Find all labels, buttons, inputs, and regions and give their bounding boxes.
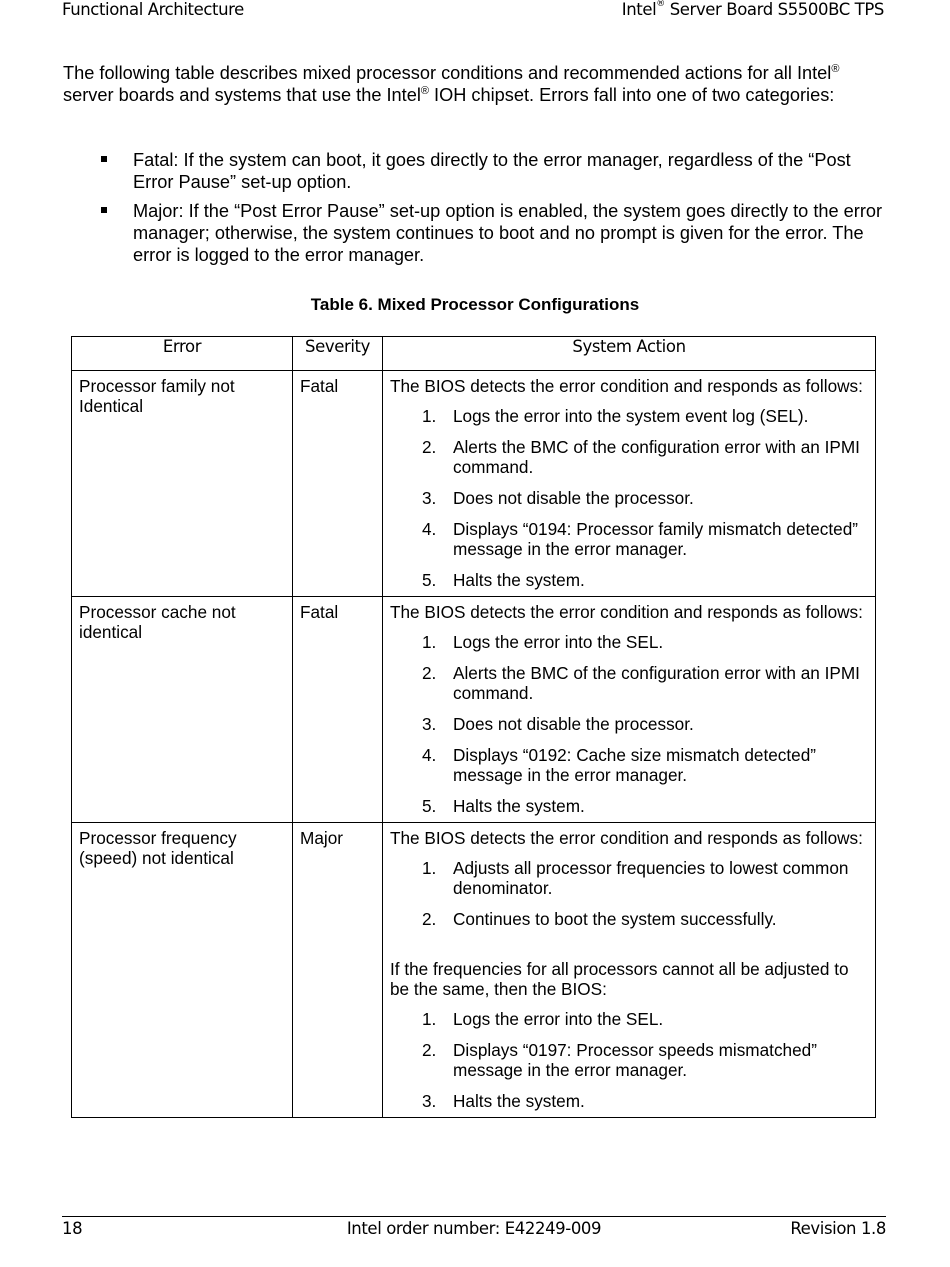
step-number: 4.: [422, 745, 437, 765]
step-number: 3.: [422, 488, 437, 508]
step-text: Halts the system.: [453, 796, 585, 816]
step-number: 2.: [422, 663, 437, 683]
action-step: [390, 745, 868, 785]
bullet-fatal: Fatal: If the system can boot, it goes directly to the error manager, regardless of the “Post Error Pause” set-up option.: [63, 149, 885, 193]
registered-mark: ®: [420, 84, 429, 97]
error-category-list: [63, 149, 885, 273]
action-step: [390, 1009, 868, 1029]
action-step: [390, 714, 868, 734]
step-text: Alerts the BMC of the configuration error with an IPMI command.: [453, 663, 860, 703]
step-number: 5.: [422, 796, 437, 816]
table-row: [72, 597, 876, 823]
step-text: Does not disable the processor.: [453, 714, 694, 734]
action-steps-fallback: [390, 1009, 868, 1111]
intro-text-3: IOH chipset. Errors fall into one of two categories:: [428, 85, 835, 105]
action-step: [390, 663, 868, 703]
error-cell: Processor family not Identical: [72, 371, 293, 597]
order-number: Intel order number: E42249-009: [346, 1219, 602, 1238]
header-document-title: [622, 0, 884, 19]
step-number: 2.: [422, 437, 437, 457]
intro-paragraph: [63, 62, 863, 106]
page-footer: [62, 1219, 886, 1243]
column-header-error: Error: [72, 337, 293, 371]
page-header: [62, 0, 884, 24]
step-number: 1.: [422, 858, 437, 878]
step-text: Logs the error into the system event log (SEL).: [453, 406, 809, 426]
step-text: Displays “0197: Processor speeds mismatched” message in the error manager.: [453, 1040, 817, 1080]
intro-text-1: The following table describes mixed processor conditions and recommended actions for all Intel: [63, 63, 832, 83]
action-steps: [390, 858, 868, 929]
severity-cell: Fatal: [293, 597, 383, 823]
action-step: [390, 1091, 868, 1111]
column-header-severity: Severity: [293, 337, 383, 371]
action-steps: [390, 406, 868, 590]
action-step: [390, 858, 868, 898]
action-step: [390, 632, 868, 652]
action-step: [390, 519, 868, 559]
error-cell: Processor frequency (speed) not identical: [72, 823, 293, 1118]
step-number: 4.: [422, 519, 437, 539]
step-text: Displays “0194: Processor family mismatch detected” message in the error manager.: [453, 519, 859, 559]
step-number: 3.: [422, 1091, 437, 1111]
table-row: [72, 823, 876, 1118]
revision-label: Revision 1.8: [790, 1219, 886, 1238]
action-step: [390, 437, 868, 477]
table-row: [72, 371, 876, 597]
action-intro: The BIOS detects the error condition and responds as follows:: [390, 376, 863, 396]
severity-cell: Major: [293, 823, 383, 1118]
action-intro: The BIOS detects the error condition and responds as follows:: [390, 828, 863, 848]
action-step: [390, 570, 868, 590]
step-number: 3.: [422, 714, 437, 734]
error-cell: Processor cache not identical: [72, 597, 293, 823]
action-step: [390, 406, 868, 426]
step-text: Alerts the BMC of the configuration error with an IPMI command.: [453, 437, 860, 477]
step-number: 1.: [422, 406, 437, 426]
step-text: Halts the system.: [453, 570, 585, 590]
action-step: [390, 1040, 868, 1080]
mixed-processor-table: [71, 336, 876, 1118]
step-text: Logs the error into the SEL.: [453, 632, 664, 652]
table-header-row: [72, 337, 876, 371]
step-text: Displays “0192: Cache size mismatch detected” message in the error manager.: [453, 745, 817, 785]
system-action-cell: [383, 371, 876, 597]
header-brand: Intel: [621, 0, 657, 19]
step-text: Logs the error into the SEL.: [453, 1009, 664, 1029]
step-number: 5.: [422, 570, 437, 590]
registered-mark: ®: [831, 62, 840, 75]
action-step: [390, 488, 868, 508]
step-number: 2.: [422, 909, 437, 929]
intro-text-2: server boards and systems that use the Intel: [63, 85, 421, 105]
action-step: [390, 796, 868, 816]
footer-divider: [62, 1216, 886, 1217]
action-step: [390, 909, 868, 929]
header-trademark: ®: [656, 0, 665, 9]
header-section-title: Functional Architecture: [62, 0, 244, 19]
action-steps: [390, 632, 868, 816]
step-text: Adjusts all processor frequencies to lowest common denominator.: [453, 858, 849, 898]
step-text: Does not disable the processor.: [453, 488, 694, 508]
step-number: 1.: [422, 1009, 437, 1029]
step-text: Continues to boot the system successfully.: [453, 909, 777, 929]
bullet-major: Major: If the “Post Error Pause” set-up option is enabled, the system goes directly to the error manager; otherwise, the system continues to boot and no prompt is given for the error. The error is logged to the error manager.: [63, 200, 885, 266]
header-product: Server Board S5500BC TPS: [664, 0, 884, 19]
table-caption: Table 6. Mixed Processor Configurations: [310, 295, 640, 314]
step-number: 1.: [422, 632, 437, 652]
step-number: 2.: [422, 1040, 437, 1060]
system-action-cell: [383, 597, 876, 823]
page-number: 18: [62, 1219, 83, 1238]
column-header-system-action: System Action: [383, 337, 876, 371]
severity-cell: Fatal: [293, 371, 383, 597]
step-text: Halts the system.: [453, 1091, 585, 1111]
action-intro: The BIOS detects the error condition and responds as follows:: [390, 602, 863, 622]
system-action-cell: [383, 823, 876, 1118]
action-intro-fallback: If the frequencies for all processors cannot all be adjusted to be the same, then the BIOS:: [390, 959, 849, 999]
